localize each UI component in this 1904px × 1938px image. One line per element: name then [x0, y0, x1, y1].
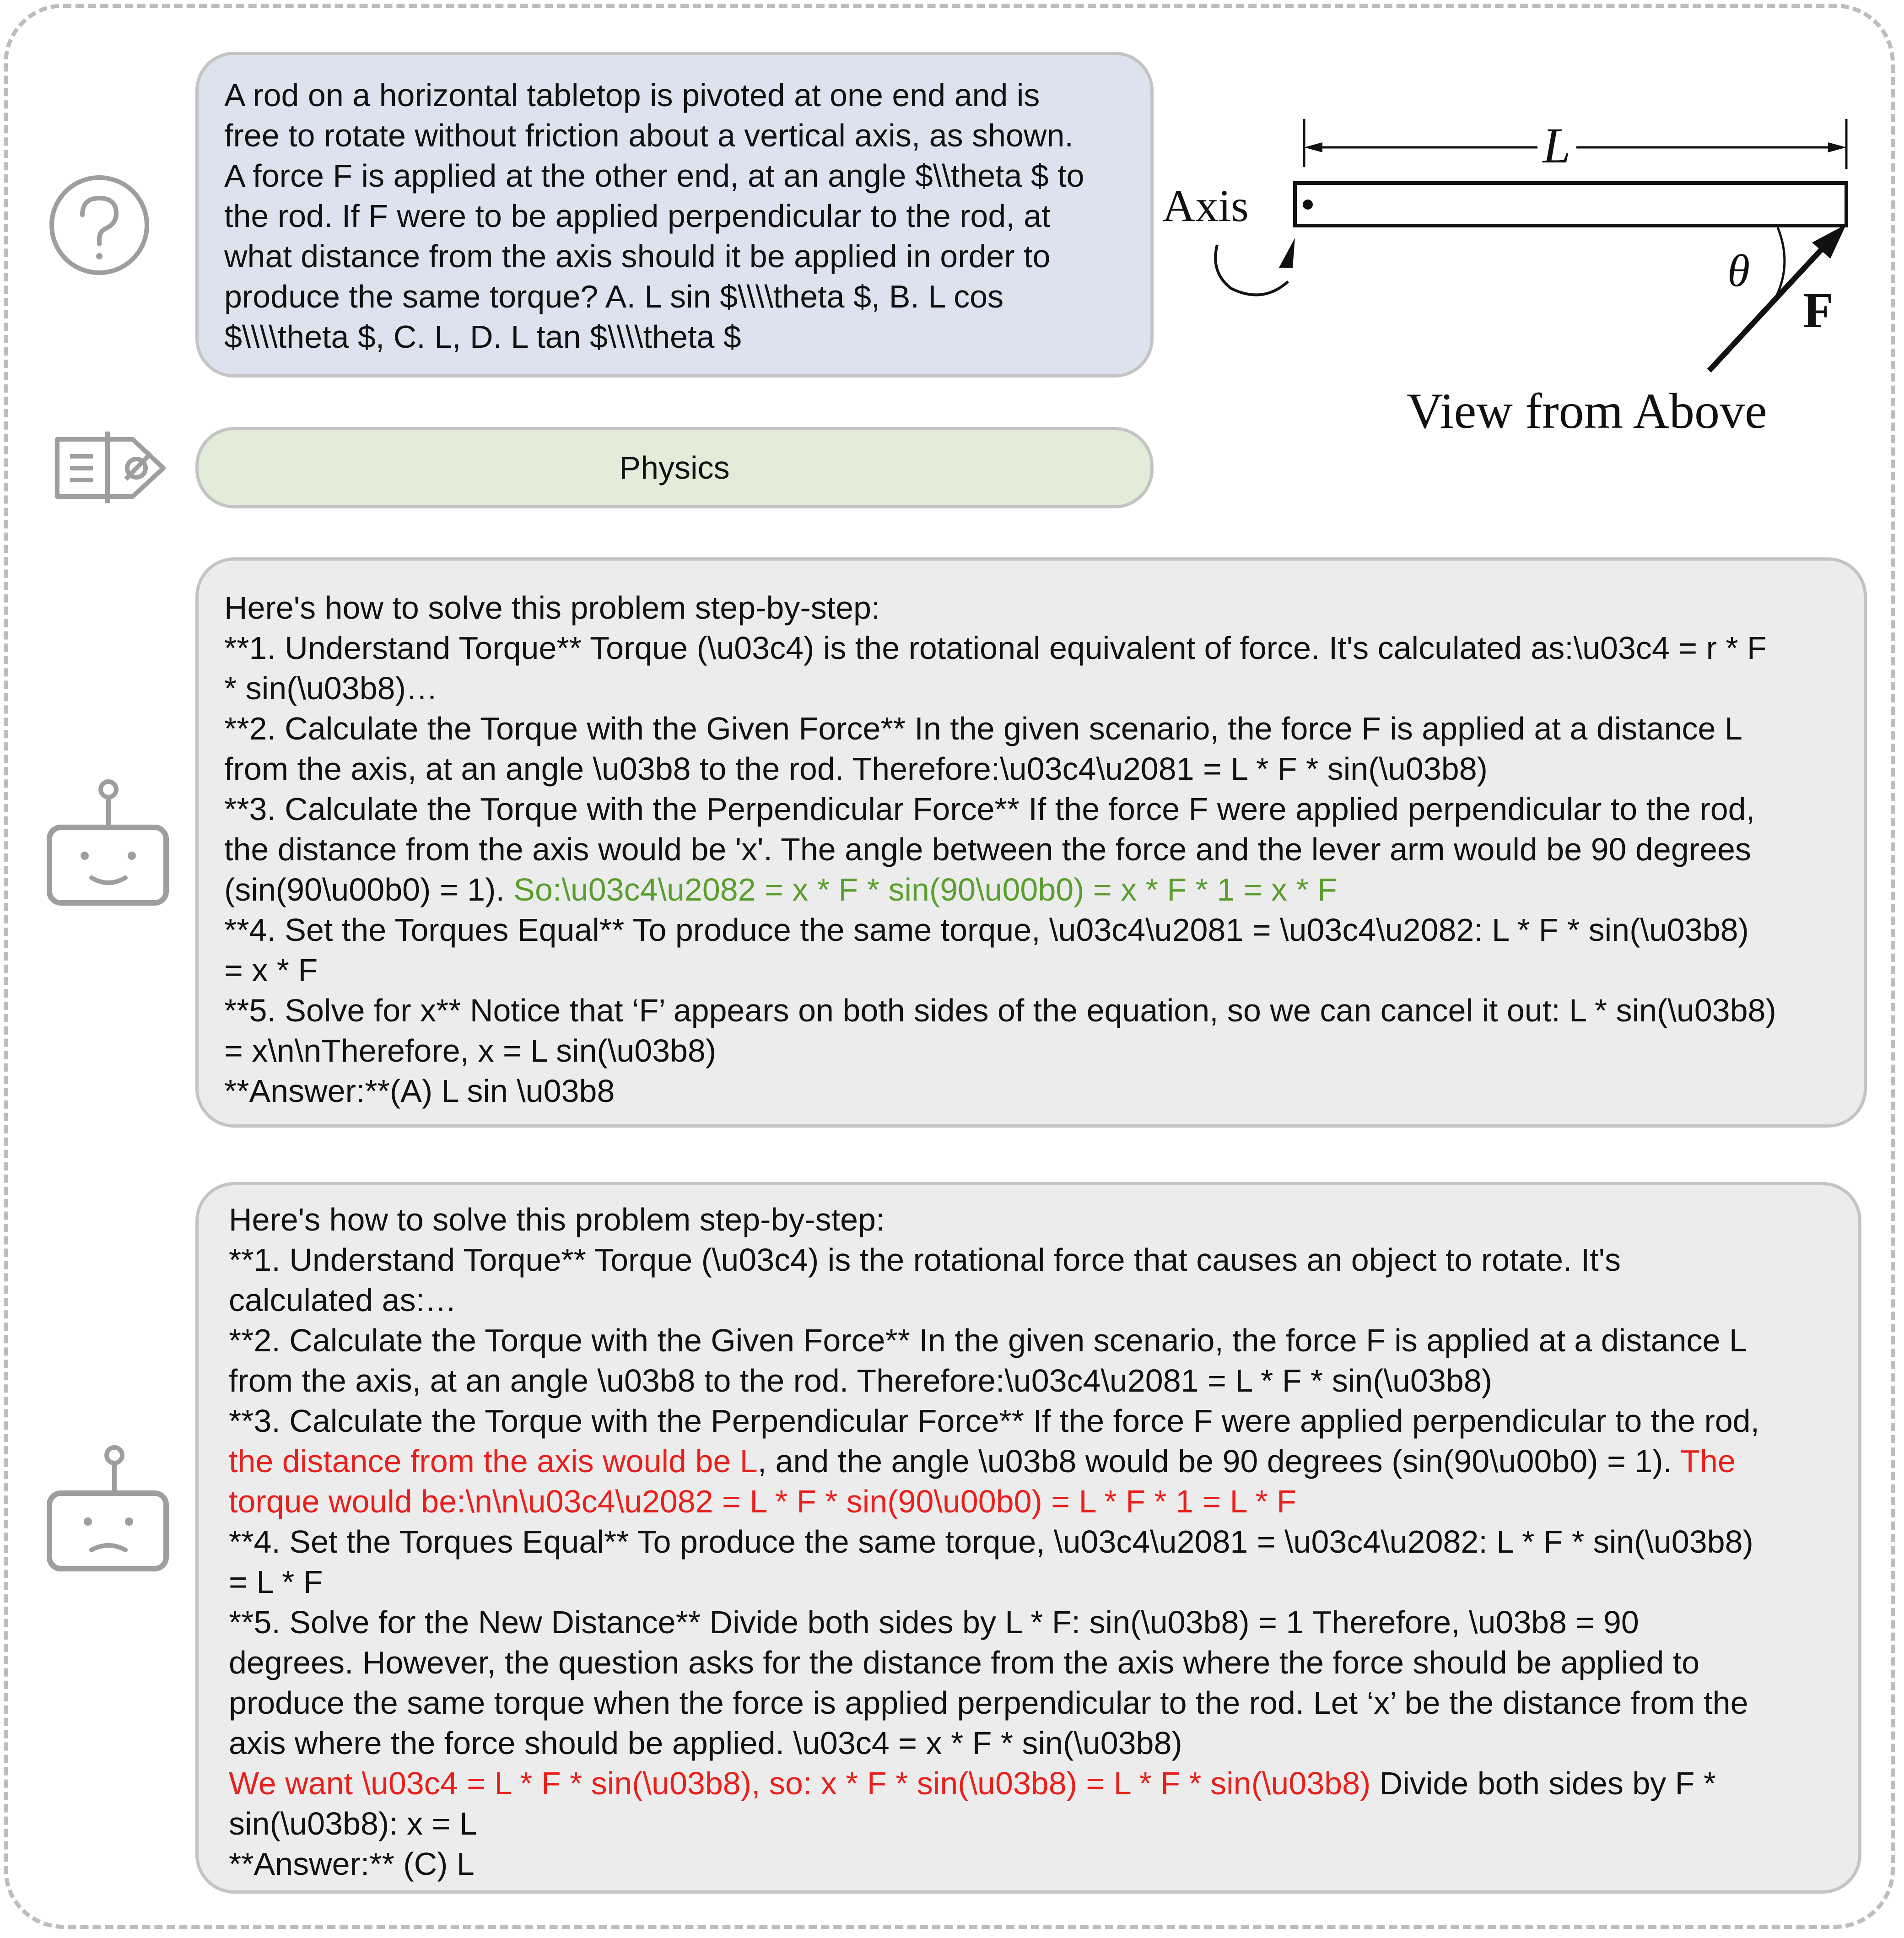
robot-happy-icon: [46, 778, 169, 908]
question-line: produce the same torque? A. L sin $\\\\theta $, B. L cos: [224, 279, 1004, 314]
subject-label: Physics: [619, 450, 730, 486]
response-line: calculated as:…: [229, 1282, 457, 1318]
response-line: **5. Solve for x** Notice that ‘F’ appears on both sides of the equation, so we can cancel it out: L * sin(\u03b8): [224, 993, 1776, 1028]
response-line: produce the same torque when the force is applied perpendicular to the rod. Let ‘x’ be the distance from the: [229, 1685, 1748, 1721]
length-label: L: [1543, 118, 1571, 173]
response-line: [229, 1441, 1759, 1481]
error-highlight: We want \u03c4 = L * F * sin(\u03b8), so: x * F * sin(\u03b8) = L * F * sin(\u03b8): [229, 1765, 1371, 1801]
question-line: free to rotate without friction about a vertical axis, as shown.: [224, 118, 1073, 153]
wrong-response-box: [195, 1182, 1861, 1894]
figure-caption: View from Above: [1407, 383, 1767, 439]
wrong-response-text: [229, 1199, 1759, 1884]
question-line: $\\\\theta $, C. L, D. L tan $\\\\theta $: [224, 319, 741, 355]
answer-line: **Answer:** (C) L: [229, 1846, 475, 1882]
response-line: = L * F: [229, 1564, 323, 1600]
response-line: Here's how to solve this problem step-by-step:: [229, 1202, 885, 1237]
axis-label: Axis: [1162, 180, 1249, 231]
subject-box: [195, 427, 1154, 508]
response-line: **2. Calculate the Torque with the Given Force** In the given scenario, the force F is applied at a distance L: [229, 1323, 1747, 1358]
response-line: = x\n\nTherefore, x = L sin(\u03b8): [224, 1033, 717, 1069]
response-line: [229, 1763, 1759, 1803]
response-line: **1. Understand Torque** Torque (\u03c4) is the rotational equivalent of force. It's calculated as:\u03c4 = r * F: [224, 630, 1767, 666]
error-highlight: the distance from the axis would be L: [229, 1443, 758, 1479]
force-label: F: [1803, 282, 1834, 338]
question-line: what distance from the axis should it be applied in order to: [224, 238, 1051, 274]
question-line: the rod. If F were to be applied perpendicular to the rod, at: [224, 198, 1051, 234]
subject-tag-icon: [48, 428, 169, 508]
rod-diagram: [1162, 108, 1867, 448]
error-highlight: torque would be:\n\n\u03c4\u2082 = L * F * sin(90\u00b0) = L * F * 1 = L * F: [229, 1484, 1296, 1519]
correct-response-box: [195, 557, 1867, 1128]
response-segment: Divide both sides by F *: [1370, 1765, 1716, 1801]
error-highlight: The: [1680, 1443, 1736, 1479]
response-line: **4. Set the Torques Equal** To produce the same torque, \u03c4\u2081 = \u03c4\u2082: L * F * sin(\u03b8): [229, 1524, 1753, 1560]
response-line: [224, 869, 1776, 910]
robot-sad-icon: [46, 1444, 169, 1574]
question-line: A rod on a horizontal tabletop is pivoted at one end and is: [224, 77, 1040, 113]
question-box: [195, 52, 1154, 378]
correct-highlight: So:\u03c4\u2082 = x * F * sin(90\u00b0) = x * F * 1 = x * F: [513, 872, 1337, 907]
angle-label: θ: [1727, 245, 1750, 296]
response-line: the distance from the axis would be 'x'. The angle between the force and the lever arm would be 90 degrees: [224, 831, 1751, 867]
response-line: **2. Calculate the Torque with the Given Force** In the given scenario, the force F is applied at a distance L: [224, 711, 1742, 746]
response-line: **5. Solve for the New Distance** Divide both sides by L * F: sin(\u03b8) = 1 Therefore, \u03b8 = 90: [229, 1604, 1639, 1640]
response-line: **3. Calculate the Torque with the Perpendicular Force** If the force F were applied perpendicular to the rod,: [224, 791, 1755, 827]
correct-response-text: [224, 588, 1776, 1111]
response-line: * sin(\u03b8)…: [224, 670, 438, 706]
response-line: degrees. However, the question asks for the distance from the axis where the force should be applied to: [229, 1645, 1700, 1680]
question-text: [224, 75, 1084, 357]
response-line: from the axis, at an angle \u03b8 to the rod. Therefore:\u03c4\u2081 = L * F * sin(\u03b8): [224, 751, 1488, 787]
answer-line: **Answer:**(A) L sin \u03b8: [224, 1073, 615, 1109]
response-line: sin(\u03b8): x = L: [229, 1806, 477, 1841]
question-line: A force F is applied at the other end, at an angle $\\theta $ to: [224, 158, 1084, 194]
question-icon: [46, 172, 153, 279]
response-line: **1. Understand Torque** Torque (\u03c4) is the rotational force that causes an object to rotate. It's: [229, 1242, 1621, 1278]
response-line: from the axis, at an angle \u03b8 to the rod. Therefore:\u03c4\u2081 = L * F * sin(\u03b8): [229, 1363, 1492, 1398]
response-line: **4. Set the Torques Equal** To produce the same torque, \u03c4\u2081 = \u03c4\u2082: L * F * sin(\u03b8): [224, 912, 1749, 948]
response-line: Here's how to solve this problem step-by-step:: [224, 590, 880, 626]
response-segment: , and the angle \u03b8 would be 90 degrees (sin(90\u00b0) = 1).: [757, 1443, 1681, 1479]
response-line: **3. Calculate the Torque with the Perpendicular Force** If the force F were applied perpendicular to the rod,: [229, 1403, 1760, 1439]
response-line: axis where the force should be applied. \u03c4 = x * F * sin(\u03b8): [229, 1725, 1182, 1761]
response-segment: (sin(90\u00b0) = 1).: [224, 872, 514, 907]
response-line: = x * F: [224, 952, 318, 988]
